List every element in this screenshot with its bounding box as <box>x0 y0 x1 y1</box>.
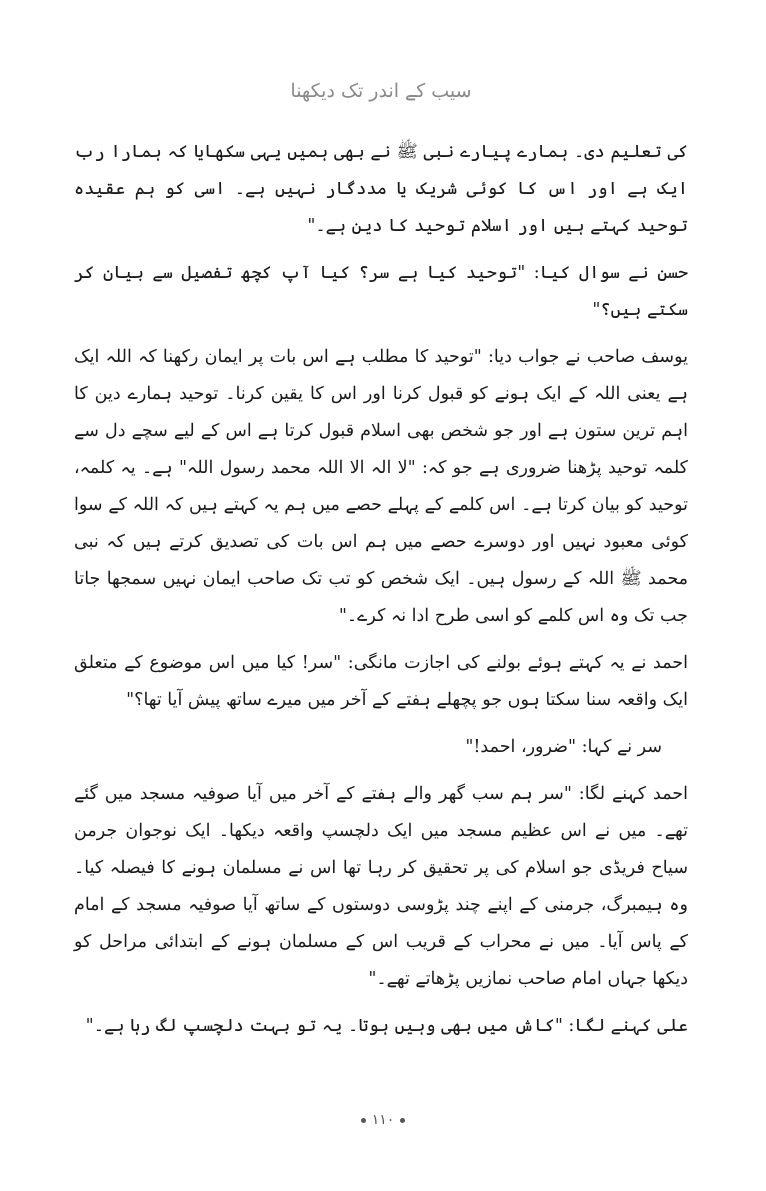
page-number-footer <box>0 1112 766 1128</box>
page-number: ۱۱۰ <box>371 1112 395 1128</box>
paragraph: علی کہنے لگا: "کاش میں بھی وہیں ہوتا۔ یہ تو بہت دلچسپ لگ رہا ہے۔" <box>85 1016 688 1036</box>
paragraph: یوسف صاحب نے جواب دیا: "توحید کا مطلب ہے اس بات پر ایمان رکھنا کہ اللہ ایک ہے یعنی اللہ کے ایک ہونے کو قبول کرنا اور اس کا یقین کرنا۔ توحید ہمارے دین کا اہم ترین ستون ہے اور جو شخص بھی اسلام قبول کرتا ہے اس کے لیے سچے دل سے کلمہ توحید پڑھنا ضروری ہے جو کہ: "لا الہ الا اللہ محمد رسول اللہ" ہے۔ یہ کلمہ، توحید کو بیان کرتا ہے۔ اس کلمے کے پہلے حصے میں ہم یہ کہتے ہیں کہ اللہ کے سوا کوئی معبود نہیں اور دوسرے حصے میں ہم اس بات کی تصدیق کرتے ہیں کہ نبی محمد ﷺ اللہ کے رسول ہیں۔ ایک شخص کو تب تک صاحب ایمان نہیں سمجھا جاتا جب تک وہ اس کلمے کو اسی طرح ادا نہ کرے۔" <box>74 347 688 626</box>
bullet-dot-icon <box>361 1118 366 1123</box>
paragraph: حسن نے سوال کیا: "توحید کیا ہے سر؟ کیا آپ کچھ تفصیل سے بیان کر سکتے ہیں؟" <box>74 263 688 320</box>
page-body <box>74 134 688 1045</box>
paragraph: احمد نے یہ کہتے ہوئے بولنے کی اجازت مانگی: "سر! کیا میں اس موضوع کے متعلق ایک واقعہ سنا سکتا ہوں جو پچھلے ہفتے کے آخر میں میرے ساتھ پیش آیا تھا؟" <box>74 653 688 710</box>
paragraph: احمد کہنے لگا: "سر ہم سب گھر والے ہفتے کے آخر میں آیا صوفیہ مسجد میں گئے تھے۔ میں نے اس عظیم مسجد میں ایک دلچسپ واقعہ دیکھا۔ ایک نوجوان جرمن سیاح فریڈی جو اسلام کی پر تحقیق کر رہا تھا اس نے مسلمان ہونے کا فیصلہ کیا۔ وہ ہیمبرگ، جرمنی کے اپنے چند پڑوسی دوستوں کے ساتھ آیا صوفیہ مسجد کے امام کے پاس آیا۔ میں نے محراب کے قریب اس کے مسلمان ہونے کے ابتدائی مراحل کو دیکھا جہاں امام صاحب نمازیں پڑھاتے تھے۔" <box>74 784 688 989</box>
paragraph: کی تعلیم دی۔ ہمارے پیارے نبی ﷺ نے بھی ہمیں یہی سکھایا کہ ہمارا رب ایک ہے اور اس کا کوئی شریک یا مددگار نہیں ہے۔ اسی کو ہم عقیدہ توحید کہتے ہیں اور اسلام توحید کا دین ہے۔" <box>74 142 688 236</box>
paragraph: سر نے کہا: "ضرور، احمد!" <box>465 737 662 757</box>
bullet-dot-icon <box>400 1118 405 1123</box>
running-header: سیب کے اندر تک دیکھنا <box>290 80 472 102</box>
